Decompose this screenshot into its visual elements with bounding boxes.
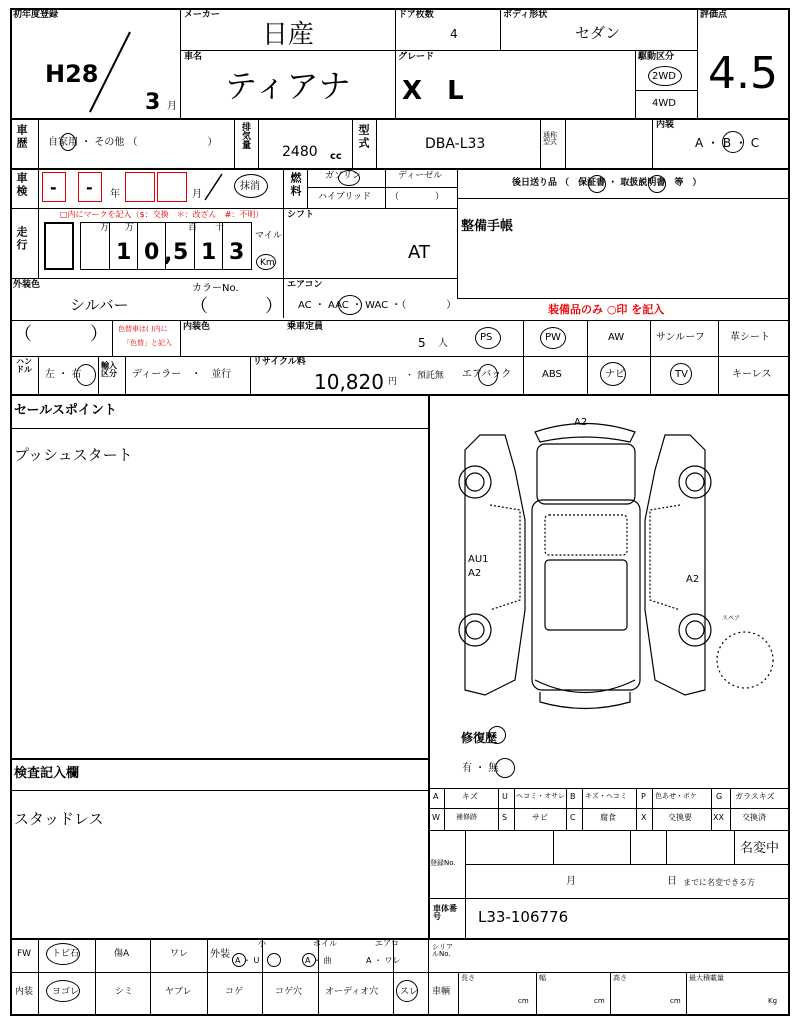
model-label: 型式 <box>357 124 370 150</box>
ac-value: AC ・ AAC ・ WAC ・（ ） <box>298 300 457 311</box>
handle-value: 左 ・ 右 <box>45 369 82 380</box>
interior-item: ヨゴレ <box>52 987 80 997</box>
displacement-value: 2480 <box>282 144 318 160</box>
diagram-mark: AU1 <box>468 554 489 565</box>
body-label: ボディ形状 <box>503 10 548 20</box>
equip-navi: ナビ <box>605 369 625 380</box>
slash-mark <box>85 30 135 115</box>
capacity-label: 乗車定員 <box>287 322 324 332</box>
drive-label: 駆動区分 <box>638 52 675 62</box>
import-value: ディーラー ・ 並行 <box>132 369 232 380</box>
legend-desc: ガラスキズ <box>735 792 775 801</box>
shift-label: シフト <box>287 210 315 220</box>
color-change-note: 色替車は( )内に <box>118 325 168 333</box>
mileage-digit: 1 <box>116 240 132 265</box>
maker-label: メーカー <box>184 10 220 20</box>
equip-ps: PS <box>480 332 493 343</box>
height-label: 高さ <box>613 974 627 982</box>
fw-item: トビ石 <box>52 949 80 959</box>
wheel-label: ホイル <box>313 939 337 948</box>
interior-item: スレ <box>400 987 419 997</box>
handle-label: ハンドル <box>16 357 32 374</box>
kg-unit: Kg <box>768 997 778 1005</box>
sales-title: セールスポイント <box>14 403 117 418</box>
month-unit: 月 <box>167 101 177 112</box>
interior-color-label: 内装色 <box>183 322 211 332</box>
circle-mark <box>256 254 276 270</box>
capacity-value: 5 <box>418 336 426 350</box>
exterior-color-label: 外装色 <box>13 280 41 290</box>
first-reg-year: H28 <box>45 60 99 88</box>
circle-mark <box>46 980 80 1002</box>
first-reg-month: 3 <box>145 90 161 115</box>
mileage-note: □内にマークを記入（$：交換 ＊：改ざん #：不明） <box>60 210 264 219</box>
color-change-note: 「色替」と記入 <box>123 339 172 347</box>
recycle-label: リサイクル料 <box>253 357 306 367</box>
name-change-status: 名変中 <box>740 841 780 856</box>
fuel-other: （ ） <box>390 192 445 202</box>
unit-ju: 十 <box>215 223 225 233</box>
color-no-close: ） <box>265 296 283 317</box>
circle-mark <box>478 364 498 386</box>
exterior-color-value: シルバー <box>70 296 129 314</box>
maker-value: 日産 <box>262 20 315 50</box>
inspection-notes-title: 検査記入欄 <box>14 766 80 781</box>
registration-note: までに名変できる方 <box>683 878 755 887</box>
mileage-comma: , <box>164 242 173 267</box>
mileage-digit: 3 <box>229 240 245 265</box>
unit-man: 万 <box>100 223 110 233</box>
auction-sheet: 初年度登録 H28 3 月 メーカー 日産 ドア枚数 4 ボディ形状 セダン 評価点 4.5 車名 ティアナ グレード X L 駆動区分 2WD 4WD 車歴 自家用 ・ その他 （ ） 排気量 2480 cc 型式 DBA-L33 通称型式 内装 A ・ B ・ C 車検 - - 年 月 抹消 燃料 ガソリン ディーゼル ハイブリッド （ ） 後日送り品 （ 保証書 ・ 取扱説明書 等 ） 走行 □内にマークを記入（$：交換 ＊：改ざん #：不明） 万 万 百 十 1 0 , 5 1 3 マイル Km シフト AT 整備手帳 外装色 シルバー カラーNo. （ ） エアコン AC ・ AAC ・ WAC ・（ ） 装備品のみ ○印 を記入 （ ） 色替車は( )内に 「色替」と記入 内装色 乗車定員 5 人 PS PW AW サンルーフ 革シート エアバック ABS ナビ TV キーレス ハンドル 左 ・ 右 輸入区分 ディーラー ・ 並行 リサイクル料 10,820 円 ・ 預託無 セールスポイント プッシュスタート A2 AU1 A2 A2 スペア 修復歴 有 ・ 無 A キズ U ヘコミ・オサレ B キズ・ヘコミ P 色あせ・ボケ G ガラスキズ W 補修跡 S サビ C 腐食 X 交換要 XX 交換済 検査記入欄 スタッドレス 登録No. 名変中 月 日 までに名変できる方 車体番号 L33-106776 FW トビ石 傷A ワレ 外装 小 A ・ U ホイル A ・ 曲 エアロ A ・ ワレ シリアルNo. 内装 ヨゴレ シミ ヤブレ コゲ コゲ穴 オーディオ穴 スレ 車輌 長さ cm 幅 cm 高さ cm 最大積載量 Kg <box>0 0 800 1024</box>
fw-label: FW <box>17 949 32 959</box>
score-label: 評価点 <box>700 10 728 20</box>
recycle-value: 10,820 <box>314 370 384 394</box>
fuel-diesel: ディーゼル <box>398 171 443 181</box>
interior-item: ヤブレ <box>165 987 192 997</box>
diagram-mark: A2 <box>574 417 588 428</box>
legend-desc: サビ <box>532 813 548 822</box>
fw-item: 傷A <box>114 949 130 959</box>
interior-label: 内装 <box>15 987 34 997</box>
legend-code: XX <box>713 813 724 822</box>
body-value: セダン <box>575 24 621 42</box>
chassis-label: 車体番号 <box>433 904 457 921</box>
serial-label: シリアルNo. <box>432 943 453 958</box>
circle-mark <box>60 133 76 151</box>
spare-label: スペア <box>722 615 741 622</box>
km-unit: Km <box>260 258 275 268</box>
registration-label: 登録No. <box>430 859 456 867</box>
grade-value: X L <box>402 76 472 106</box>
later-items: 後日送り品 （ 保証書 ・ 取扱説明書 等 ） <box>512 178 702 188</box>
shift-value: AT <box>408 242 430 263</box>
fuel-label: 燃料 <box>289 172 302 198</box>
diagram-mark: A2 <box>468 568 482 579</box>
mileage-digit: 1 <box>201 240 217 265</box>
repair-value: 有 ・ 無 <box>462 763 499 774</box>
capacity-unit: 人 <box>438 338 448 349</box>
legend-code: P <box>641 792 646 801</box>
circle-mark <box>234 174 268 198</box>
interior-grade-label: 内装 <box>656 120 675 130</box>
interior-item: シミ <box>115 987 134 997</box>
registration-day-unit: 日 <box>667 876 677 887</box>
cc-unit: cc <box>330 151 342 162</box>
circle-mark <box>338 170 360 186</box>
color-change-open: （ <box>14 324 32 345</box>
cm-unit: cm <box>518 997 529 1005</box>
circle-mark <box>475 327 501 349</box>
wheel-values: A ・ 曲 <box>305 956 332 965</box>
equip-abs: ABS <box>542 369 562 380</box>
common-model-label: 通称型式 <box>543 131 557 146</box>
equip-tv: TV <box>675 369 688 380</box>
circle-mark <box>338 295 362 315</box>
slash-mark <box>202 172 224 202</box>
small-label: 小 <box>258 939 266 948</box>
expired-value: 抹消 <box>240 181 260 192</box>
drive-4wd: 4WD <box>652 98 676 109</box>
circle-mark <box>670 363 692 385</box>
size-label: 車輌 <box>432 987 451 997</box>
inspection-month-unit: 月 <box>192 189 202 200</box>
circle-mark <box>396 980 418 1002</box>
inspection-year-unit: 年 <box>110 189 120 200</box>
unit-man: 万 <box>125 223 135 233</box>
chassis-value: L33-106776 <box>478 908 569 926</box>
circle-mark <box>488 726 506 744</box>
exterior-wheel-label: 外装 <box>210 949 230 960</box>
sales-text: プッシュスタート <box>14 446 133 464</box>
circle-mark <box>46 943 80 965</box>
legend-desc: 交換済 <box>742 813 766 822</box>
model-value: DBA-L33 <box>425 136 486 152</box>
aero-values: A ・ ワレ <box>366 956 401 965</box>
color-change-close: ） <box>90 324 108 345</box>
repair-title: 修復歴 <box>461 731 498 745</box>
legend-desc: ヘコミ・オサレ <box>516 792 565 800</box>
maintenance-label: 整備手帳 <box>461 219 514 234</box>
legend-desc: キズ <box>462 792 478 801</box>
circle-mark <box>722 131 744 153</box>
car-name-label: 車名 <box>184 52 203 62</box>
circle-mark <box>76 364 96 386</box>
equip-leather: 革シート <box>730 332 770 343</box>
circle-mark <box>302 953 316 967</box>
interior-item: オーディオ穴 <box>325 987 379 997</box>
car-diagram <box>440 410 780 720</box>
fuel-hybrid: ハイブリッド <box>318 192 372 202</box>
cm-unit: cm <box>670 997 681 1005</box>
deposit-none: ・ 預託無 <box>405 371 444 381</box>
equip-keyless: キーレス <box>732 369 772 380</box>
interior-item: コゲ <box>225 987 244 997</box>
unit-hyaku: 百 <box>188 223 198 233</box>
yen-unit: 円 <box>388 377 398 387</box>
history-value: 自家用 ・ その他 （ ） <box>48 137 218 148</box>
legend-code: S <box>502 813 508 822</box>
doors-value: 4 <box>450 27 458 41</box>
color-no-open: （ <box>190 296 208 317</box>
circle-mark <box>232 953 246 967</box>
fw-item: ワレ <box>170 949 189 959</box>
width-label: 幅 <box>539 974 546 982</box>
legend-desc: 交換要 <box>668 813 692 822</box>
import-label: 輸入区分 <box>101 361 117 378</box>
equip-aw: AW <box>608 332 625 343</box>
circle-mark <box>588 175 606 193</box>
mileage-label: 走行 <box>15 226 28 252</box>
circle-mark <box>648 175 666 193</box>
drive-2wd: 2WD <box>652 71 676 82</box>
mileage-digit: 0 <box>144 240 160 265</box>
legend-desc: 色あせ・ボケ <box>655 792 697 800</box>
legend-code: U <box>502 792 508 801</box>
legend-desc: 補修跡 <box>456 813 477 821</box>
history-label: 車歴 <box>15 124 28 150</box>
equip-sunroof: サンルーフ <box>656 332 705 343</box>
circle-mark <box>600 362 626 386</box>
interior-grade-value: A ・ B ・ C <box>695 136 760 150</box>
registration-month-unit: 月 <box>566 876 576 887</box>
inspection-notes-text: スタッドレス <box>14 810 104 828</box>
mile-unit: マイル <box>255 231 282 241</box>
diagram-mark: A2 <box>686 574 700 585</box>
small-values: A ・ U <box>235 956 260 965</box>
aero-label: エアロ <box>375 939 399 948</box>
mileage-mark-box <box>44 222 74 270</box>
equip-airbag: エアバック <box>462 369 512 380</box>
fuel-gasoline: ガソリン <box>325 171 362 181</box>
cm-unit: cm <box>594 997 605 1005</box>
legend-desc: 腐食 <box>600 813 616 822</box>
displacement-label: 排気量 <box>240 122 250 149</box>
legend-code: G <box>716 792 723 801</box>
legend-code: B <box>570 792 576 801</box>
legend-desc: キズ・ヘコミ <box>585 792 627 800</box>
color-no-label: カラーNo. <box>192 283 239 294</box>
doors-label: ドア枚数 <box>398 10 434 20</box>
equip-pw: PW <box>545 332 561 343</box>
circle-mark <box>648 66 682 86</box>
circle-mark <box>267 953 281 967</box>
length-label: 長さ <box>461 974 475 982</box>
weight-label: 最大積載量 <box>689 974 724 982</box>
circle-mark <box>540 327 566 349</box>
interior-item: コゲ穴 <box>275 987 303 997</box>
score-value: 4.5 <box>708 48 778 99</box>
inspection-label: 車検 <box>15 172 28 198</box>
legend-code: X <box>641 813 647 822</box>
equipment-title: 装備品のみ ○印 を記入 <box>548 303 665 316</box>
mileage-digit: 5 <box>173 240 189 265</box>
grade-label: グレード <box>398 52 435 62</box>
car-name-value: ティアナ <box>225 67 351 105</box>
first-reg-label: 初年度登録 <box>13 10 59 20</box>
legend-code: W <box>432 813 440 822</box>
legend-code: C <box>570 813 576 822</box>
circle-mark <box>495 758 515 778</box>
legend-code: A <box>433 792 439 801</box>
ac-label: エアコン <box>287 280 323 290</box>
